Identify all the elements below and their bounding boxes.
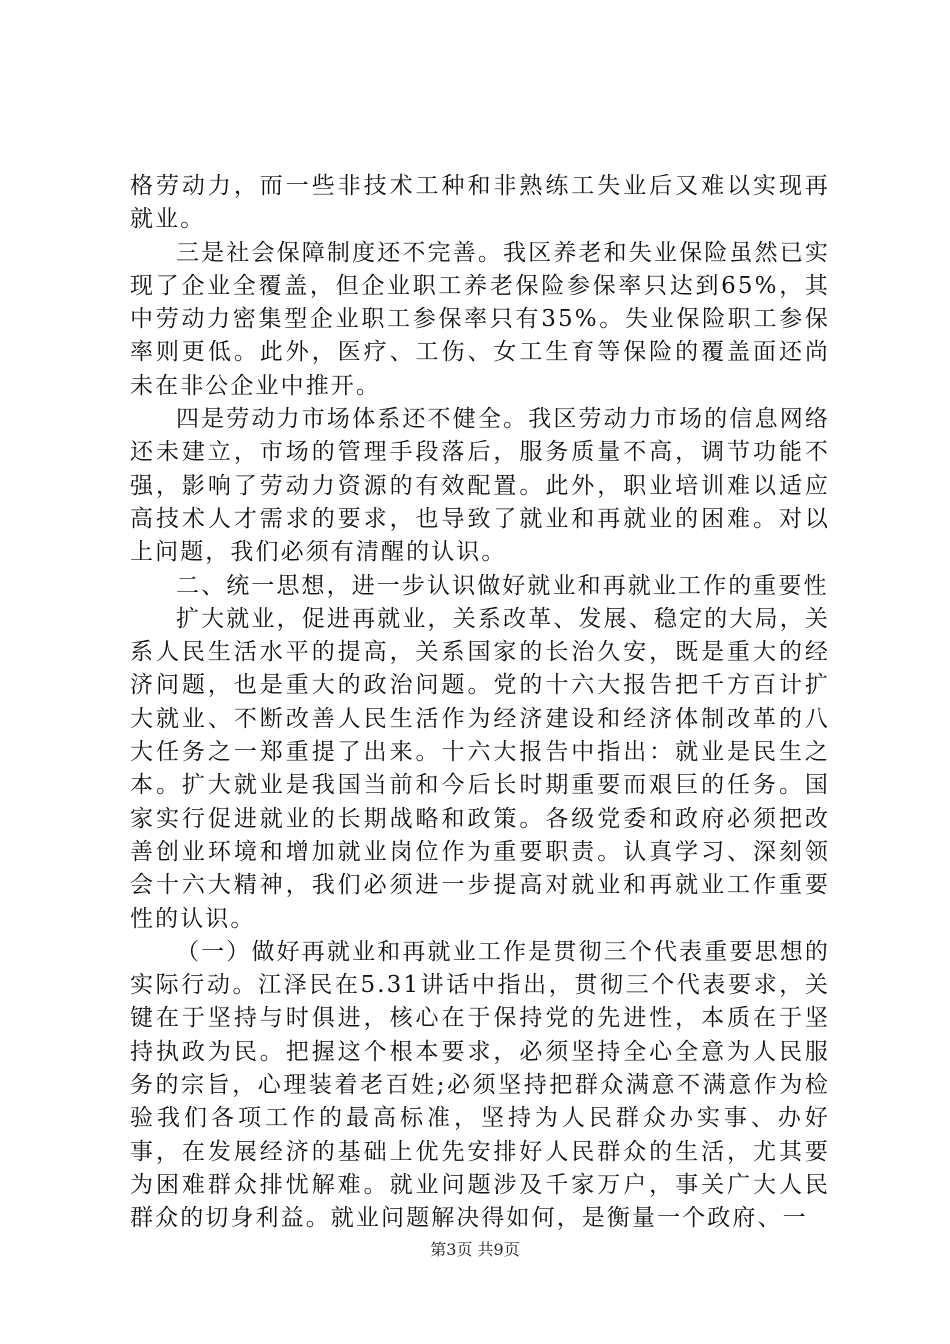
section-heading-two: 二、统一思想，进一步认识做好就业和再就业工作的重要性	[176, 572, 829, 599]
paragraph-expand-employment: 扩大就业，促进再就业，关系改革、发展、稳定的大局，关系人民生活水平的提高，关系国家的长治久安，既是重大的经济问题，也是重大的政治问题。党的十六大报告把千方百计扩大就业、不断改善人民生活作为经济建设和经济体制改革的八大任务之一郑重提了出来。十六大报告中指出：就业是民生之本。扩大就业是我国当前和今后长时期重要而艰巨的任务。国家实行促进就业的长期战略和政策。各级党委和政府必须把改善创业环境和增加就业岗位作为重要职责。认真学习、深刻领会十六大精神，我们必须进一步提高对就业和再就业工作重要性的认识。	[130, 605, 830, 932]
document-body	[130, 170, 830, 1236]
paragraph-social-security: 三是社会保障制度还不完善。我区养老和失业保险虽然已实现了企业全覆盖，但企业职工养老保险参保率只达到65%，其中劳动力密集型企业职工参保率只有35%。失业保险职工参保率则更低。此外，医疗、工伤、女工生育等保险的覆盖面还尚未在非公企业中推开。	[130, 239, 830, 399]
paragraph-three-represents: （一）做好再就业和再就业工作是贯彻三个代表重要思想的实际行动。江泽民在5.31讲话中指出，贯彻三个代表要求，关键在于坚持与时俱进，核心在于保持党的先进性，本质在于坚持执政为民。把握这个根本要求，必须坚持全心全意为人民服务的宗旨，心理装着老百姓;必须坚持把群众满意不满意作为检验我们各项工作的最高标准，坚持为人民群众办实事、办好事，在发展经济的基础上优先安排好人民群众的生活，尤其要为困难群众排忧解难。就业问题涉及千家万户，事关广大人民群众的切身利益。就业问题解决得如何，是衡量一个政府、一	[130, 938, 830, 1232]
page-number-footer: 第3页 共9页	[430, 1240, 520, 1259]
paragraph-continuation: 格劳动力，而一些非技术工种和非熟练工失业后又难以实现再就业。	[130, 173, 830, 233]
paragraph-labor-market: 四是劳动力市场体系还不健全。我区劳动力市场的信息网络还未建立，市场的管理手段落后，服务质量不高，调节功能不强，影响了劳动力资源的有效配置。此外，职业培训难以适应高技术人才需求的要求，也导致了就业和再就业的困难。对以上问题，我们必须有清醒的认识。	[130, 406, 830, 566]
